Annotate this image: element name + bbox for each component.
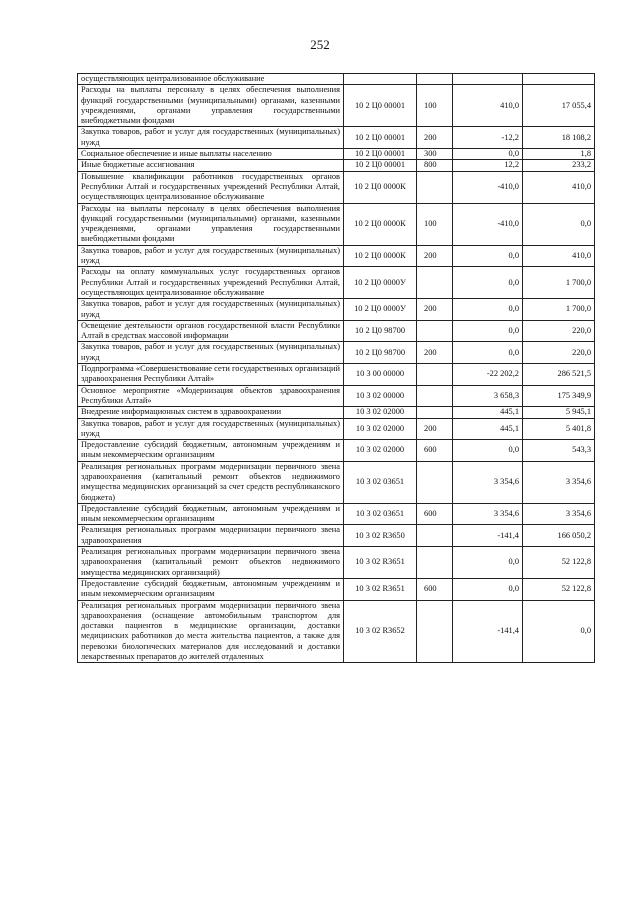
row-type-cell	[417, 74, 453, 85]
table-row	[78, 440, 595, 462]
table-row	[78, 85, 595, 127]
row-change-cell	[453, 74, 523, 85]
row-change-cell: -141,4	[453, 600, 523, 663]
row-code-cell: 10 2 Ц0 98700	[344, 342, 417, 364]
row-name-cell: Предоставление субсидий бюджетным, автономным учреждениям и иным некоммерческим организациям	[78, 503, 344, 525]
table-row	[78, 74, 595, 85]
row-code-cell: 10 3 02 R3652	[344, 600, 417, 663]
row-type-cell: 200	[417, 299, 453, 321]
row-total-cell: 52 122,8	[523, 578, 595, 600]
row-name-cell: Реализация региональных программ модернизации первичного звена здравоохранения (оснащение автомобильным транспортом для доставки пациентов в медицинские организации, доставки медицинских работников до места жительства пациентов, а также для перевозки биологических материалов для исследований и доставки лекарственных препаратов до жителей отдаленных	[78, 600, 344, 663]
table-row	[78, 267, 595, 299]
row-type-cell	[417, 364, 453, 386]
row-code-cell: 10 2 Ц0 0000У	[344, 299, 417, 321]
row-total-cell: 1 700,0	[523, 299, 595, 321]
row-change-cell: 445,1	[453, 418, 523, 440]
row-type-cell: 200	[417, 127, 453, 149]
row-code-cell: 10 3 02 00000	[344, 385, 417, 407]
row-name-cell: Иные бюджетные ассигнования	[78, 160, 344, 171]
row-change-cell: -12,2	[453, 127, 523, 149]
row-type-cell: 200	[417, 418, 453, 440]
row-name-cell: Предоставление субсидий бюджетным, автономным учреждениям и иным некоммерческим организациям	[78, 440, 344, 462]
table-row	[78, 203, 595, 245]
row-total-cell: 175 349,9	[523, 385, 595, 407]
row-change-cell: 445,1	[453, 407, 523, 418]
row-code-cell: 10 3 02 R3651	[344, 547, 417, 579]
row-code-cell: 10 3 02 02000	[344, 407, 417, 418]
row-change-cell: 0,0	[453, 267, 523, 299]
table-row	[78, 245, 595, 267]
table-row	[78, 320, 595, 342]
row-total-cell: 5 945,1	[523, 407, 595, 418]
row-name-cell: Закупка товаров, работ и услуг для государственных (муниципальных) нужд	[78, 418, 344, 440]
row-type-cell: 100	[417, 203, 453, 245]
table-row	[78, 547, 595, 579]
row-type-cell: 800	[417, 160, 453, 171]
row-type-cell	[417, 385, 453, 407]
row-type-cell	[417, 525, 453, 547]
row-code-cell: 10 3 02 R3650	[344, 525, 417, 547]
budget-table	[77, 73, 595, 663]
row-type-cell	[417, 547, 453, 579]
row-total-cell: 5 401,8	[523, 418, 595, 440]
row-code-cell: 10 3 02 02000	[344, 418, 417, 440]
row-total-cell: 17 055,4	[523, 85, 595, 127]
row-name-cell: Закупка товаров, работ и услуг для государственных (муниципальных) нужд	[78, 127, 344, 149]
table-row	[78, 364, 595, 386]
row-name-cell: Социальное обеспечение и иные выплаты населению	[78, 149, 344, 160]
row-type-cell: 200	[417, 342, 453, 364]
row-change-cell: 0,0	[453, 547, 523, 579]
row-change-cell: 0,0	[453, 320, 523, 342]
row-type-cell	[417, 600, 453, 663]
budget-table-body	[78, 74, 595, 663]
row-change-cell: 410,0	[453, 85, 523, 127]
row-type-cell: 600	[417, 578, 453, 600]
row-code-cell: 10 3 02 03651	[344, 503, 417, 525]
row-change-cell: 0,0	[453, 299, 523, 321]
row-name-cell: Реализация региональных программ модернизации первичного звена здравоохранения (капитальный ремонт объектов недвижимого имущества медицинских организаций за счет средств республиканского бюджета)	[78, 461, 344, 503]
row-code-cell	[344, 74, 417, 85]
row-name-cell: Основное мероприятие «Модернизация объектов здравоохранения Республики Алтай»	[78, 385, 344, 407]
row-type-cell	[417, 461, 453, 503]
row-total-cell	[523, 74, 595, 85]
row-total-cell: 410,0	[523, 245, 595, 267]
row-total-cell: 3 354,6	[523, 503, 595, 525]
row-code-cell: 10 2 Ц0 00001	[344, 127, 417, 149]
row-type-cell	[417, 171, 453, 203]
row-change-cell: -22 202,2	[453, 364, 523, 386]
table-row	[78, 578, 595, 600]
table-row	[78, 171, 595, 203]
table-row	[78, 503, 595, 525]
row-code-cell: 10 3 00 00000	[344, 364, 417, 386]
row-change-cell: 3 354,6	[453, 503, 523, 525]
table-row	[78, 149, 595, 160]
row-code-cell: 10 2 Ц0 00001	[344, 85, 417, 127]
page-number: 252	[310, 37, 330, 52]
row-type-cell: 100	[417, 85, 453, 127]
row-code-cell: 10 2 Ц0 0000У	[344, 267, 417, 299]
table-row	[78, 127, 595, 149]
row-name-cell: Закупка товаров, работ и услуг для государственных (муниципальных) нужд	[78, 342, 344, 364]
row-total-cell: 410,0	[523, 171, 595, 203]
row-total-cell: 1 700,0	[523, 267, 595, 299]
row-change-cell: 0,0	[453, 149, 523, 160]
row-change-cell: 0,0	[453, 440, 523, 462]
row-code-cell: 10 2 Ц0 98700	[344, 320, 417, 342]
row-total-cell: 52 122,8	[523, 547, 595, 579]
row-name-cell: Расходы на выплаты персоналу в целях обеспечения выполнения функций государственными (муниципальными) органами, казенными учреждениями, органами управления государственными внебюджетными фондами	[78, 203, 344, 245]
row-name-cell: осуществляющих централизованное обслуживание	[78, 74, 344, 85]
row-code-cell: 10 2 Ц0 00001	[344, 160, 417, 171]
row-name-cell: Реализация региональных программ модернизации первичного звена здравоохранения	[78, 525, 344, 547]
row-total-cell: 220,0	[523, 320, 595, 342]
row-name-cell: Закупка товаров, работ и услуг для государственных (муниципальных) нужд	[78, 245, 344, 267]
row-change-cell: -410,0	[453, 171, 523, 203]
row-type-cell	[417, 320, 453, 342]
row-change-cell: -410,0	[453, 203, 523, 245]
row-name-cell: Повышение квалификации работников государственных органов Республики Алтай и государственных учреждений Республики Алтай, осуществляющих централизованное обслуживание	[78, 171, 344, 203]
row-change-cell: 0,0	[453, 342, 523, 364]
table-row	[78, 407, 595, 418]
row-code-cell: 10 2 Ц0 00001	[344, 149, 417, 160]
row-total-cell: 543,3	[523, 440, 595, 462]
row-name-cell: Предоставление субсидий бюджетным, автономным учреждениям и иным некоммерческим организациям	[78, 578, 344, 600]
row-type-cell: 200	[417, 245, 453, 267]
row-code-cell: 10 2 Ц0 0000К	[344, 171, 417, 203]
row-name-cell: Подпрограмма «Совершенствование сети государственных организаций здравоохранения Республики Алтай»	[78, 364, 344, 386]
row-total-cell: 166 050,2	[523, 525, 595, 547]
row-change-cell: 0,0	[453, 245, 523, 267]
row-total-cell: 0,0	[523, 600, 595, 663]
row-name-cell: Реализация региональных программ модернизации первичного звена здравоохранения (капитальный ремонт объектов недвижимого имущества медицинских организаций)	[78, 547, 344, 579]
row-total-cell: 18 108,2	[523, 127, 595, 149]
row-total-cell: 0,0	[523, 203, 595, 245]
row-type-cell: 600	[417, 503, 453, 525]
table-row	[78, 342, 595, 364]
row-change-cell: -141,4	[453, 525, 523, 547]
row-name-cell: Внедрение информационных систем в здравоохранении	[78, 407, 344, 418]
row-total-cell: 3 354,6	[523, 461, 595, 503]
table-row	[78, 418, 595, 440]
row-total-cell: 1,8	[523, 149, 595, 160]
row-total-cell: 286 521,5	[523, 364, 595, 386]
row-code-cell: 10 3 02 03651	[344, 461, 417, 503]
row-change-cell: 3 658,3	[453, 385, 523, 407]
row-name-cell: Расходы на оплату коммунальных услуг государственных органов Республики Алтай и государственных учреждений Республики Алтай, осуществляющих централизованное обслуживание	[78, 267, 344, 299]
row-change-cell: 12,2	[453, 160, 523, 171]
row-total-cell: 233,2	[523, 160, 595, 171]
row-type-cell: 600	[417, 440, 453, 462]
row-type-cell: 300	[417, 149, 453, 160]
row-name-cell: Освещение деятельности органов государственной власти Республики Алтай в средствах массовой информации	[78, 320, 344, 342]
table-row	[78, 461, 595, 503]
row-code-cell: 10 3 02 02000	[344, 440, 417, 462]
row-code-cell: 10 2 Ц0 0000К	[344, 203, 417, 245]
row-change-cell: 0,0	[453, 578, 523, 600]
row-type-cell	[417, 267, 453, 299]
table-row	[78, 600, 595, 663]
row-code-cell: 10 3 02 R3651	[344, 578, 417, 600]
row-type-cell	[417, 407, 453, 418]
row-name-cell: Расходы на выплаты персоналу в целях обеспечения выполнения функций государственными (муниципальными) органами, казенными учреждениями, органами управления государственными внебюджетными фондами	[78, 85, 344, 127]
table-row	[78, 299, 595, 321]
row-total-cell: 220,0	[523, 342, 595, 364]
table-row	[78, 385, 595, 407]
row-code-cell: 10 2 Ц0 0000К	[344, 245, 417, 267]
row-name-cell: Закупка товаров, работ и услуг для государственных (муниципальных) нужд	[78, 299, 344, 321]
table-row	[78, 160, 595, 171]
row-change-cell: 3 354,6	[453, 461, 523, 503]
table-row	[78, 525, 595, 547]
